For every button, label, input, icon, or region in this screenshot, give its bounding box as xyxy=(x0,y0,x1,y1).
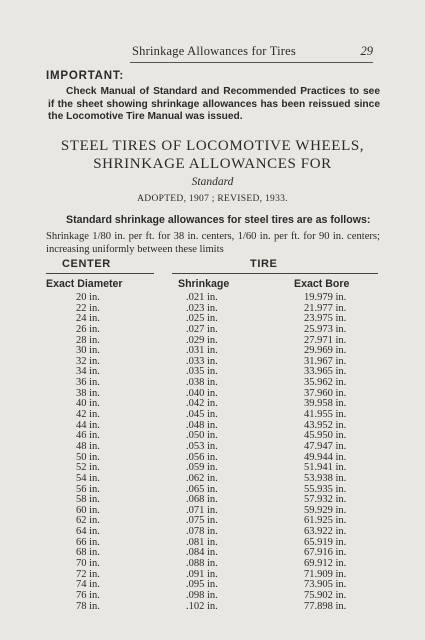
cell-exact-bore: 65.919 in. xyxy=(304,536,347,548)
section-title-line-1: STEEL TIRES OF LOCOMOTIVE WHEELS, xyxy=(60,138,365,154)
cell-exact-bore: 53.938 in. xyxy=(304,472,347,484)
cell-shrinkage: .029 in. xyxy=(186,334,218,346)
cell-exact-diameter: 42 in. xyxy=(76,409,100,421)
cell-exact-diameter: 74 in. xyxy=(76,579,100,591)
cell-exact-diameter: 54 in. xyxy=(76,472,100,484)
cell-exact-diameter: 24 in. xyxy=(76,313,100,325)
cell-exact-bore: 55.935 in. xyxy=(304,483,347,495)
cell-shrinkage: .050 in. xyxy=(186,430,218,442)
cell-exact-bore: 75.902 in. xyxy=(304,589,347,601)
cell-shrinkage: .084 in. xyxy=(186,547,218,559)
adopted-revised-line: ADOPTED, 1907 ; REVISED, 1933. xyxy=(137,194,288,204)
cell-exact-diameter: 34 in. xyxy=(76,366,100,378)
cell-exact-bore: 39.958 in. xyxy=(304,398,347,410)
column-exact-bore xyxy=(304,293,364,612)
cell-exact-bore: 41.955 in. xyxy=(304,409,347,421)
cell-exact-diameter: 78 in. xyxy=(76,600,100,612)
cell-exact-bore: 37.960 in. xyxy=(304,387,347,399)
cell-exact-diameter: 70 in. xyxy=(76,558,100,570)
cell-shrinkage: .098 in. xyxy=(186,589,218,601)
cell-exact-diameter: 44 in. xyxy=(76,419,100,431)
cell-exact-bore: 77.898 in. xyxy=(304,600,347,612)
group-header-center: CENTER xyxy=(62,258,111,270)
column-header-exact-diameter: Exact Diameter xyxy=(46,278,123,290)
cell-exact-bore: 51.941 in. xyxy=(304,462,347,474)
column-shrinkage xyxy=(186,293,226,612)
cell-exact-diameter: 58 in. xyxy=(76,494,100,506)
cell-exact-diameter: 66 in. xyxy=(76,536,100,548)
cell-exact-bore: 45.950 in. xyxy=(304,430,347,442)
cell-exact-bore: 63.922 in. xyxy=(304,526,347,538)
cell-shrinkage: .042 in. xyxy=(186,398,218,410)
table-rule-center xyxy=(46,273,154,274)
cell-exact-diameter: 50 in. xyxy=(76,451,100,463)
cell-exact-bore: 35.962 in. xyxy=(304,377,347,389)
column-exact-diameter xyxy=(76,293,116,612)
cell-exact-diameter: 38 in. xyxy=(76,387,100,399)
cell-shrinkage: .102 in. xyxy=(186,600,218,612)
cell-shrinkage: .038 in. xyxy=(186,377,218,389)
cell-exact-bore: 73.905 in. xyxy=(304,579,347,591)
cell-exact-bore: 61.925 in. xyxy=(304,515,347,527)
cell-exact-diameter: 62 in. xyxy=(76,515,100,527)
cell-exact-diameter: 30 in. xyxy=(76,345,100,357)
cell-exact-bore: 29.969 in. xyxy=(304,345,347,357)
cell-exact-diameter: 40 in. xyxy=(76,398,100,410)
cell-shrinkage: .059 in. xyxy=(186,462,218,474)
cell-shrinkage: .062 in. xyxy=(186,472,218,484)
cell-exact-diameter: 26 in. xyxy=(76,323,100,335)
cell-exact-diameter: 36 in. xyxy=(76,377,100,389)
cell-exact-bore: 59.929 in. xyxy=(304,504,347,516)
cell-shrinkage: .081 in. xyxy=(186,536,218,548)
column-header-shrinkage: Shrinkage xyxy=(178,278,230,290)
cell-exact-diameter: 32 in. xyxy=(76,355,100,367)
cell-exact-bore: 33.965 in. xyxy=(304,366,347,378)
cell-shrinkage: .040 in. xyxy=(186,387,218,399)
cell-shrinkage: .023 in. xyxy=(186,302,218,314)
cell-exact-diameter: 52 in. xyxy=(76,462,100,474)
cell-shrinkage: .048 in. xyxy=(186,419,218,431)
cell-shrinkage: .033 in. xyxy=(186,355,218,367)
cell-exact-bore: 31.967 in. xyxy=(304,355,347,367)
cell-exact-bore: 23.975 in. xyxy=(304,313,347,325)
cell-shrinkage: .045 in. xyxy=(186,409,218,421)
cell-shrinkage: .068 in. xyxy=(186,494,218,506)
cell-exact-bore: 25.973 in. xyxy=(304,323,347,335)
running-head-title: Shrinkage Allowances for Tires xyxy=(132,44,296,58)
section-title-line-2: SHRINKAGE ALLOWANCES FOR xyxy=(93,156,332,172)
cell-exact-diameter: 68 in. xyxy=(76,547,100,559)
table-rule-tire xyxy=(172,273,378,274)
cell-exact-diameter: 22 in. xyxy=(76,302,100,314)
cell-exact-diameter: 72 in. xyxy=(76,568,100,580)
cell-shrinkage: .027 in. xyxy=(186,323,218,335)
header-rule xyxy=(130,62,373,63)
cell-shrinkage: .071 in. xyxy=(186,504,218,516)
cell-exact-bore: 57.932 in. xyxy=(304,494,347,506)
cell-shrinkage: .021 in. xyxy=(186,292,218,303)
cell-exact-diameter: 64 in. xyxy=(76,526,100,538)
cell-shrinkage: .095 in. xyxy=(186,579,218,591)
cell-exact-bore: 49.944 in. xyxy=(304,451,347,463)
cell-shrinkage: .031 in. xyxy=(186,345,218,357)
cell-exact-diameter: 46 in. xyxy=(76,430,100,442)
cell-exact-bore: 47.947 in. xyxy=(304,440,347,452)
cell-exact-diameter: 60 in. xyxy=(76,504,100,516)
shrinkage-rule-text: Shrinkage 1/80 in. per ft. for 38 in. centers, 1/60 in. per ft. for 90 in. centers; increasing uniformly between these limits xyxy=(46,231,380,255)
important-note: Check Manual of Standard and Recommended Practices to see if the sheet showing shrinkage allowances has been reissued since the Locomotive Tire Manual was issued. xyxy=(48,86,380,122)
standard-allowances-line: Standard shrinkage allowances for steel tires are as follows: xyxy=(66,214,371,226)
cell-exact-diameter: 48 in. xyxy=(76,440,100,452)
cell-exact-diameter: 20 in. xyxy=(76,292,100,303)
cell-shrinkage: .091 in. xyxy=(186,568,218,580)
cell-exact-bore: 27.971 in. xyxy=(304,334,347,346)
group-header-tire: TIRE xyxy=(250,258,278,270)
section-subtitle: Standard xyxy=(191,176,234,188)
cell-shrinkage: .053 in. xyxy=(186,440,218,452)
cell-exact-bore: 19.979 in. xyxy=(304,292,347,303)
cell-exact-bore: 67.916 in. xyxy=(304,547,347,559)
cell-shrinkage: .035 in. xyxy=(186,366,218,378)
cell-shrinkage: .025 in. xyxy=(186,313,218,325)
cell-shrinkage: .078 in. xyxy=(186,526,218,538)
cell-exact-bore: 69.912 in. xyxy=(304,558,347,570)
important-label: IMPORTANT: xyxy=(46,70,125,82)
cell-shrinkage: .056 in. xyxy=(186,451,218,463)
section-title xyxy=(0,137,425,173)
cell-exact-diameter: 76 in. xyxy=(76,589,100,601)
page-number: 29 xyxy=(360,44,373,58)
cell-exact-bore: 21.977 in. xyxy=(304,302,347,314)
cell-shrinkage: .065 in. xyxy=(186,483,218,495)
cell-exact-bore: 43.952 in. xyxy=(304,419,347,431)
cell-shrinkage: .075 in. xyxy=(186,515,218,527)
cell-shrinkage: .088 in. xyxy=(186,558,218,570)
cell-exact-diameter: 28 in. xyxy=(76,334,100,346)
column-header-exact-bore: Exact Bore xyxy=(294,278,350,290)
cell-exact-diameter: 56 in. xyxy=(76,483,100,495)
cell-exact-bore: 71.909 in. xyxy=(304,568,347,580)
